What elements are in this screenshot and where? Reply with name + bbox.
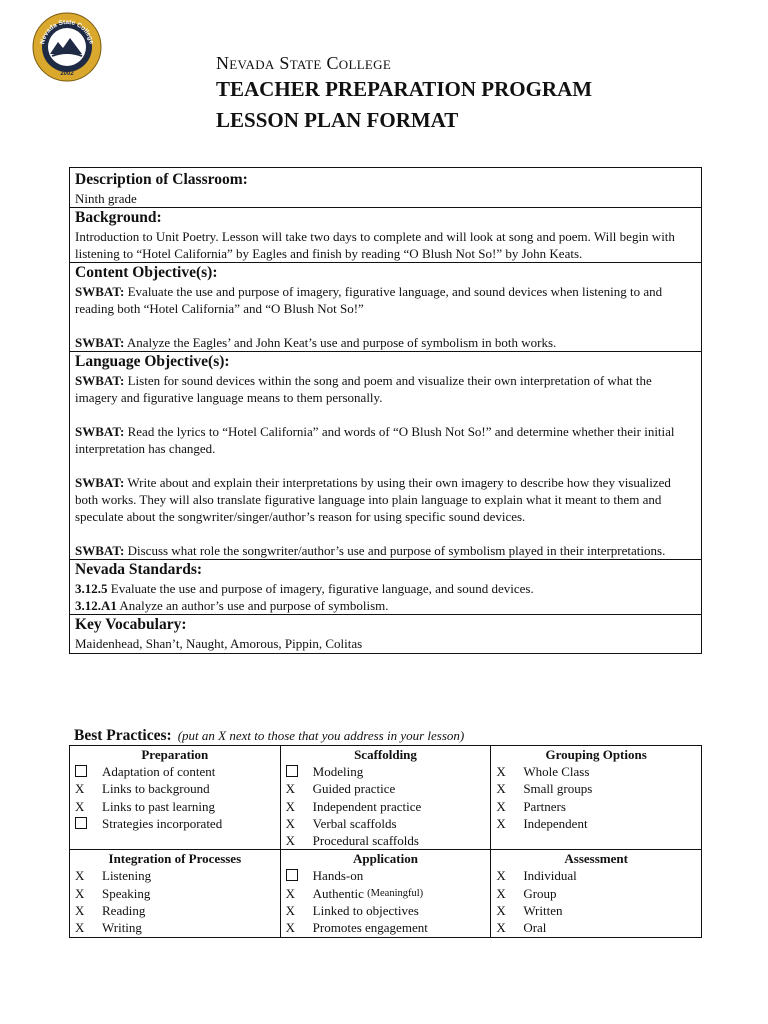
practice-item[interactable]: X Writing — [70, 919, 280, 936]
practice-item[interactable]: X Group — [491, 885, 701, 902]
practice-cell-preparation — [70, 746, 281, 850]
best-practices-header — [74, 727, 464, 745]
practice-heading: Assessment — [564, 851, 628, 867]
practice-item[interactable]: X Linked to objectives — [281, 902, 491, 919]
practice-item[interactable]: X Authentic (Meaningful) — [281, 885, 491, 902]
lesson-plan-table — [69, 167, 702, 654]
content-objectives-heading: Content Objective(s): — [75, 264, 218, 281]
practice-item[interactable]: X Whole Class — [491, 763, 701, 780]
checkbox-checked[interactable]: X — [285, 798, 296, 814]
practice-heading: Application — [352, 851, 418, 867]
content-objective: SWBAT: Evaluate the use and purpose of imagery, figurative language, and sound devices when listening to and reading both “Hotel California” and “O Blush Not So!” — [75, 284, 663, 316]
practice-cell-scaffolding — [280, 746, 491, 850]
practice-item[interactable]: Hands-on — [281, 867, 491, 884]
checkbox-checked[interactable]: X — [75, 920, 85, 936]
practice-cell-integration — [70, 850, 281, 937]
nevada-standards-heading: Nevada Standards: — [75, 561, 203, 578]
language-objectives-section — [70, 351, 701, 559]
background-text: Introduction to Unit Poetry. Lesson will take two days to complete and will look at song and poem. Will begin with listening to “Hotel California” by Eagles and finish by reading “O Blush Not So!” by John Keats. — [75, 229, 675, 261]
checkbox-checked[interactable]: X — [496, 885, 506, 901]
checkbox-checked[interactable]: X — [496, 868, 506, 884]
practice-item[interactable]: Adaptation of content — [70, 763, 280, 780]
checkbox-checked[interactable]: X — [285, 781, 296, 797]
nevada-standards-section — [70, 559, 701, 614]
key-vocabulary-heading: Key Vocabulary: — [75, 616, 187, 633]
college-name: Nevada State College — [216, 53, 392, 73]
practice-heading: Integration of Processes — [108, 851, 242, 867]
practice-item[interactable]: Strategies incorporated — [70, 815, 280, 832]
key-vocabulary-text: Maidenhead, Shan’t, Naught, Amorous, Pippin, Colitas — [75, 636, 363, 651]
standard-item: 3.12.A1 Analyze an author’s use and purpose of symbolism. — [75, 598, 389, 613]
checkbox-checked[interactable]: X — [496, 920, 506, 936]
practice-heading: Scaffolding — [354, 747, 417, 762]
best-practices-table — [69, 745, 702, 938]
practice-item[interactable]: X Independent — [491, 815, 701, 832]
key-vocabulary-section — [70, 614, 701, 653]
practice-heading: Preparation — [141, 747, 209, 762]
checkbox-empty[interactable] — [286, 765, 298, 777]
checkbox-checked[interactable]: X — [285, 903, 296, 919]
checkbox-checked[interactable]: X — [75, 903, 85, 919]
language-objectives-heading: Language Objective(s): — [75, 353, 230, 370]
practice-heading: Grouping Options — [545, 747, 647, 762]
checkbox-checked[interactable]: X — [285, 885, 296, 901]
practice-item[interactable]: X Links to background — [70, 780, 280, 797]
language-objective: SWBAT: Listen for sound devices within the song and poem and visualize their own interpretation of what the imagery and figurative language means to them personally. — [75, 373, 652, 405]
seal-year: 2002 — [60, 71, 74, 77]
background-heading: Background: — [75, 209, 162, 226]
checkbox-checked[interactable]: X — [75, 798, 85, 814]
best-practices-row — [70, 746, 702, 850]
college-seal-logo — [32, 12, 102, 82]
practice-item[interactable]: X Procedural scaffolds — [281, 832, 491, 849]
practice-item[interactable]: X Listening — [70, 867, 280, 884]
checkbox-checked[interactable]: X — [496, 903, 506, 919]
practice-cell-assessment — [491, 850, 702, 937]
content-objective: SWBAT: Analyze the Eagles’ and John Keat’s use and purpose of symbolism in both works. — [75, 335, 557, 350]
checkbox-empty[interactable] — [75, 817, 87, 829]
content-objectives-section — [70, 262, 701, 351]
practice-item[interactable]: X Promotes engagement — [281, 919, 491, 936]
language-objective: SWBAT: Read the lyrics to “Hotel California” and words of “O Blush Not So!” and determine whether their initial interpretation has changed. — [75, 424, 675, 456]
practice-item[interactable]: X Small groups — [491, 780, 701, 797]
best-practices-instruction: (put an X next to those that you address in your lesson) — [177, 728, 465, 743]
seal-text: Nevada State College — [39, 18, 95, 45]
checkbox-checked[interactable]: X — [496, 815, 506, 831]
practice-item[interactable]: X Links to past learning — [70, 798, 280, 815]
document-title — [216, 52, 592, 136]
checkbox-empty[interactable] — [75, 765, 87, 777]
practice-item[interactable]: X Verbal scaffolds — [281, 815, 491, 832]
practice-item[interactable]: X Speaking — [70, 885, 280, 902]
language-objective: SWBAT: Write about and explain their interpretations by using their own imagery to describe how they visualized both works. They will also translate figurative language into plain language to explain what it meant to them and speculate about the songwriter/singer/author’s reason for using specific sound devices. — [75, 475, 671, 524]
practice-item[interactable]: X Individual — [491, 867, 701, 884]
checkbox-empty[interactable] — [286, 869, 298, 881]
checkbox-checked[interactable]: X — [285, 920, 296, 936]
practice-cell-application — [280, 850, 491, 937]
practice-item[interactable]: X Reading — [70, 902, 280, 919]
checkbox-checked[interactable]: X — [285, 833, 296, 849]
practice-item[interactable]: Modeling — [281, 763, 491, 780]
practice-item[interactable]: X Guided practice — [281, 780, 491, 797]
checkbox-checked[interactable]: X — [75, 781, 85, 797]
classroom-section — [70, 168, 701, 207]
checkbox-checked[interactable]: X — [496, 781, 506, 797]
meaningful-note: (Meaningful) — [367, 887, 424, 899]
standard-item: 3.12.5 Evaluate the use and purpose of imagery, figurative language, and sound devices. — [75, 581, 534, 596]
checkbox-checked[interactable]: X — [496, 764, 506, 779]
format-title: LESSON PLAN FORMAT — [216, 108, 459, 132]
background-section — [70, 207, 701, 262]
checkbox-checked[interactable]: X — [496, 798, 506, 814]
practice-item[interactable]: X Partners — [491, 798, 701, 815]
checkbox-checked[interactable]: X — [75, 868, 85, 884]
checkbox-checked[interactable]: X — [75, 885, 85, 901]
practice-cell-grouping — [491, 746, 702, 850]
language-objective: SWBAT: Discuss what role the songwriter/author’s use and purpose of symbolism played in their interpretations. — [75, 543, 666, 558]
best-practices-row — [70, 850, 702, 937]
checkbox-checked[interactable]: X — [285, 815, 296, 831]
practice-item[interactable]: X Oral — [491, 919, 701, 936]
classroom-text: Ninth grade — [75, 191, 137, 206]
classroom-heading: Description of Classroom: — [75, 171, 248, 188]
program-title: TEACHER PREPARATION PROGRAM — [216, 77, 593, 101]
practice-item[interactable]: X Independent practice — [281, 798, 491, 815]
best-practices-title: Best Practices: — [74, 727, 172, 744]
practice-item[interactable]: X Written — [491, 902, 701, 919]
